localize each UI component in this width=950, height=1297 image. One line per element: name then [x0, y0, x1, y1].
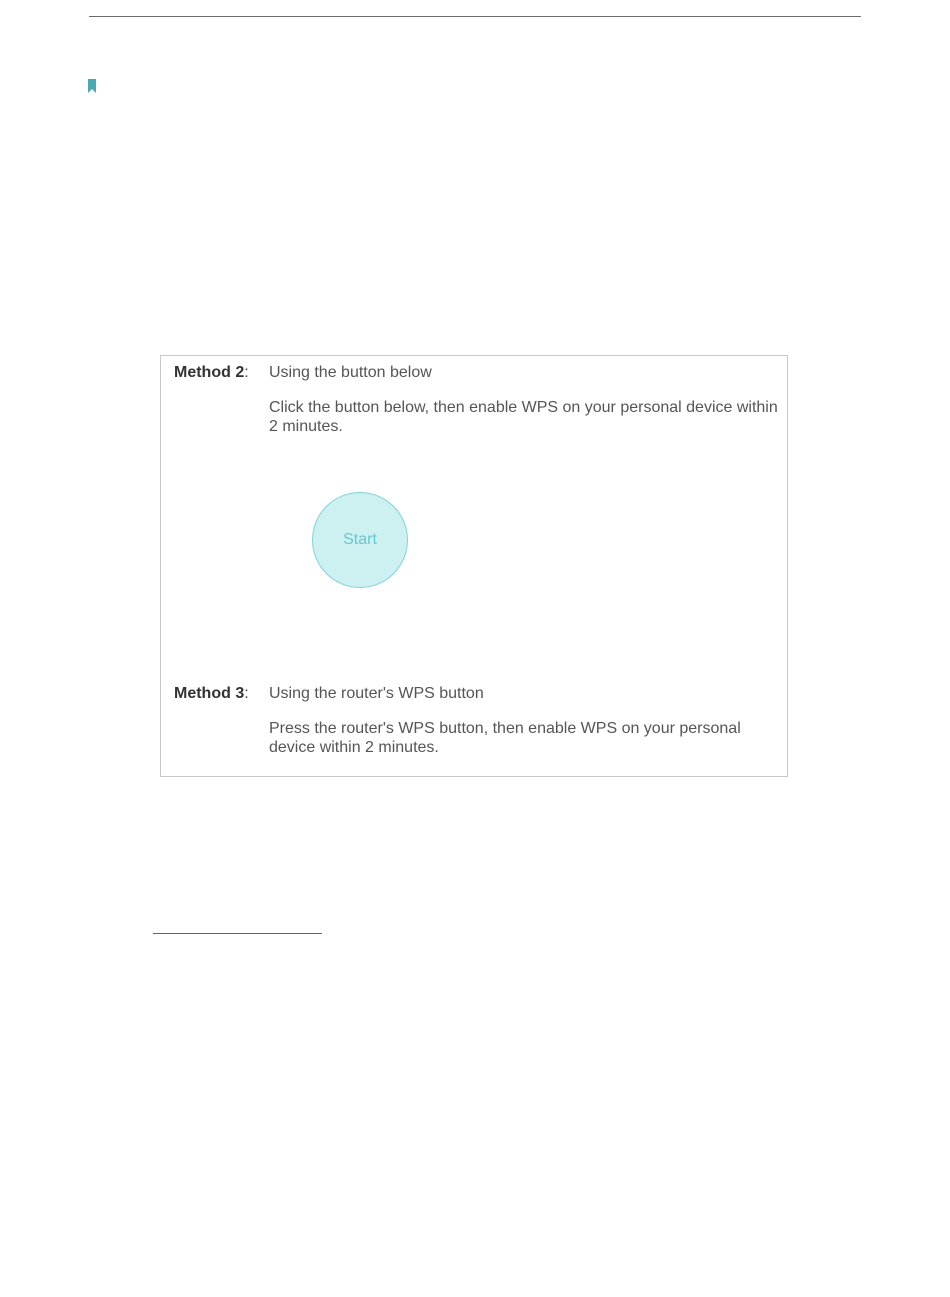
method-2-description: Click the button below, then enable WPS on your personal device within 2 minutes.	[269, 399, 778, 435]
wps-methods-panel	[160, 355, 788, 777]
bookmark-icon	[88, 79, 96, 93]
method-2-label: Method 2:	[174, 364, 249, 381]
start-button[interactable]	[312, 492, 408, 588]
method-3-label: Method 3:	[174, 685, 249, 702]
method-2-title: Using the button below	[269, 364, 432, 381]
method-3-title: Using the router's WPS button	[269, 685, 484, 702]
link-underline	[153, 933, 322, 934]
method-3-description: Press the router's WPS button, then enable WPS on your personal device within 2 minutes.	[269, 720, 741, 756]
header-rule	[89, 16, 861, 17]
start-button-label: Start	[343, 531, 377, 548]
